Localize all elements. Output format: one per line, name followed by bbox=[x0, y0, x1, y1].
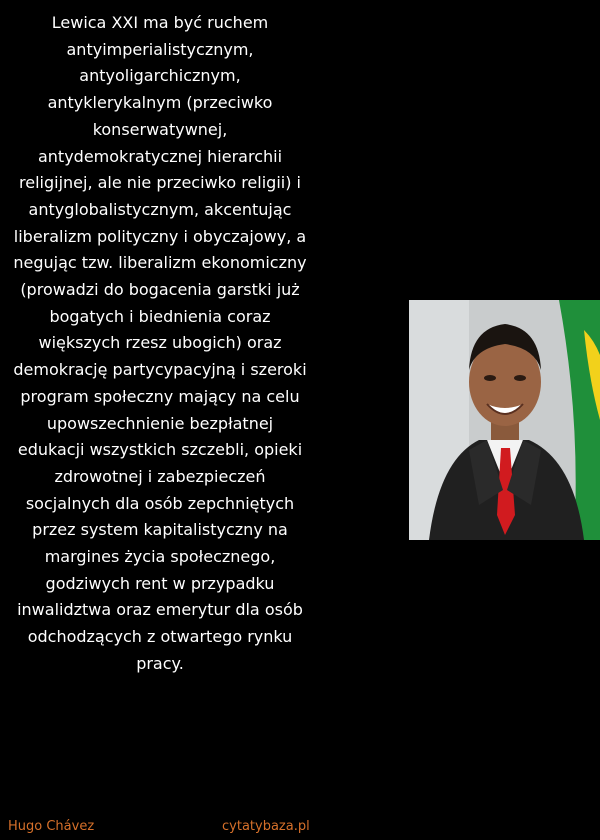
footer-site-link[interactable]: cytatybaza.pl bbox=[222, 819, 310, 834]
footer-author-name: Hugo Chávez bbox=[8, 819, 95, 834]
portrait-image bbox=[409, 300, 600, 540]
author-portrait bbox=[409, 300, 600, 540]
quote-text: Lewica XXI ma być ruchem antyimperialistycznym, antyoligarchicznym, antyklerykalnym (przeciwko konserwatywnej, antydemokratycznej hierarchii religijnej, ale nie przeciwko religii) i antyglobalistycznym, akcentując liberalizm polityczny i obyczajowy, a negując tzw. liberalizm ekonomiczny (prowadzi do bogacenia garstki już bogatych i biednienia coraz większych rzesz ubogich) oraz demokrację partycypacyjną i szeroki program społeczny mający na celu upowszechnienie bezpłatnej edukacji wszystkich szczebli, opieki zdrowotnej i zabezpieczeń socjalnych dla osób zepchniętych przez system kapitalistyczny na margines życia społecznego, godziwych rent w przypadku inwalidztwa oraz emerytur dla osób odchodzących z otwartego rynku pracy. bbox=[13, 13, 307, 673]
